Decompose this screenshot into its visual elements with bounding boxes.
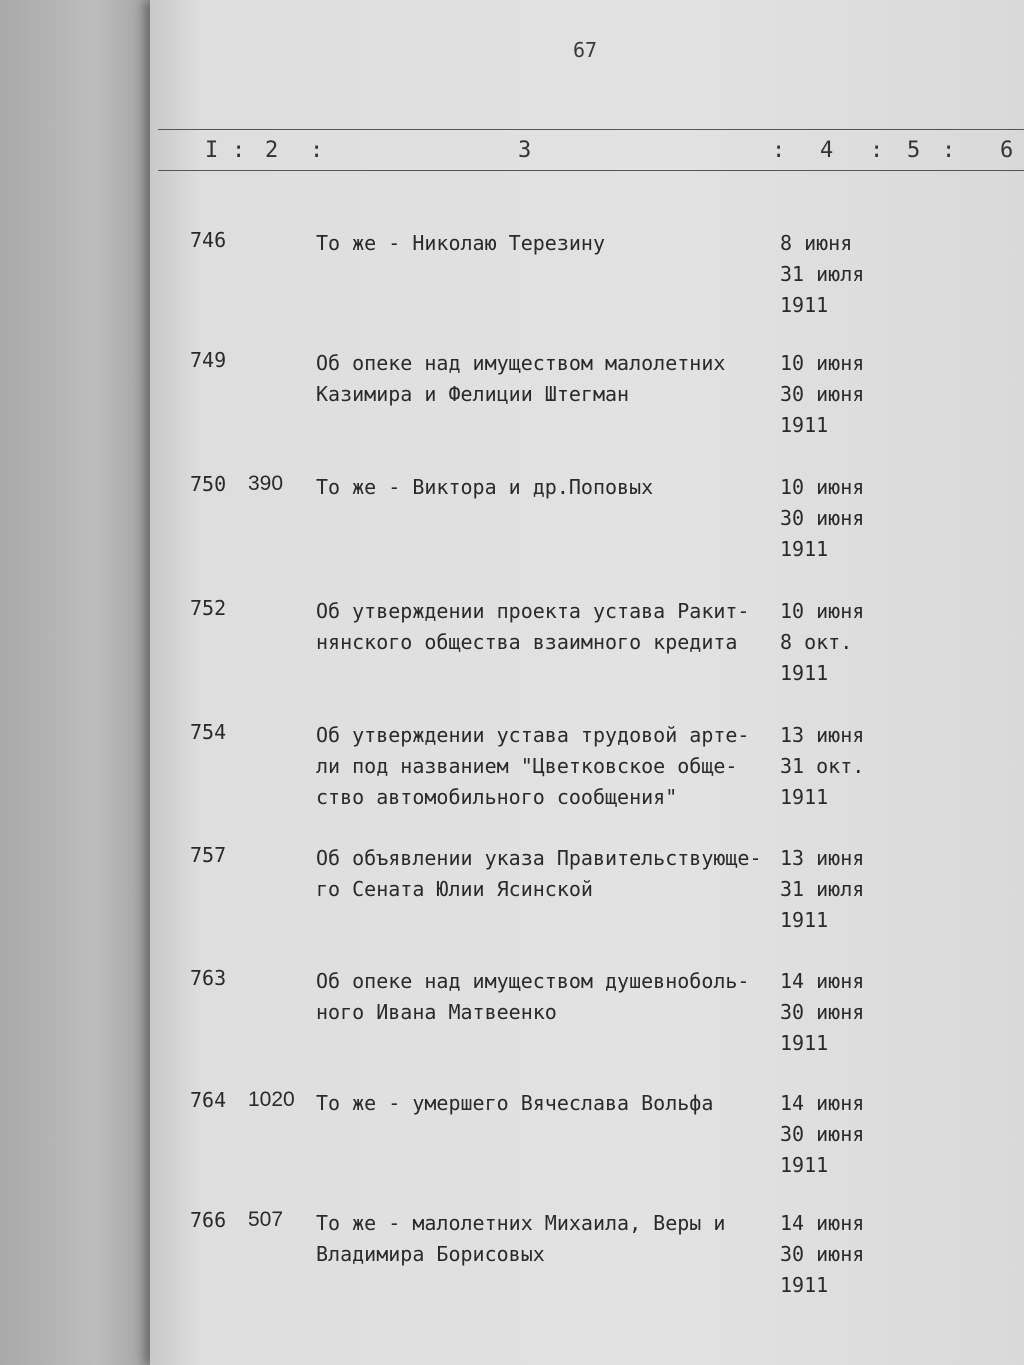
document-number: 752 <box>190 596 227 620</box>
document-description <box>316 843 786 905</box>
column-header-2: 2 <box>265 138 279 163</box>
document-number: 754 <box>190 720 227 744</box>
date-line: 30 июня <box>780 1000 865 1024</box>
date-line: 14 июня <box>780 969 865 993</box>
column-header-4: 4 <box>820 138 834 163</box>
document-description <box>316 966 786 1028</box>
document-number: 750 <box>190 472 227 496</box>
page-number: 67 <box>573 38 598 62</box>
column-separator: : <box>942 138 956 163</box>
sheet-number: 1020 <box>248 1088 295 1111</box>
date-line: 13 июня <box>780 846 865 870</box>
description-line: Об опеке над имуществом душевноболь- <box>316 969 750 993</box>
date-line: 31 июля <box>780 877 865 901</box>
document-description <box>316 228 786 259</box>
document-dates <box>780 596 864 689</box>
date-line: 1911 <box>780 293 829 317</box>
date-line: 1911 <box>780 413 829 437</box>
document-dates <box>780 966 864 1059</box>
document-dates <box>780 348 864 441</box>
sheet-number: 390 <box>248 472 284 495</box>
document-number: 766 <box>190 1208 227 1232</box>
document-dates <box>780 1208 864 1301</box>
date-line: 30 июня <box>780 1242 865 1266</box>
header-rule-bottom <box>158 170 1024 171</box>
document-dates <box>780 472 864 565</box>
date-line: 14 июня <box>780 1211 865 1235</box>
description-line: Казимира и Фелиции Штегман <box>316 382 630 406</box>
sheet-number: 507 <box>248 1208 284 1231</box>
column-separator: : <box>870 138 884 163</box>
document-number: 749 <box>190 348 227 372</box>
column-header-1: I <box>205 138 219 163</box>
description-line: Об утверждении устава трудовой арте- <box>316 723 750 747</box>
date-line: 31 июля <box>780 262 865 286</box>
document-dates <box>780 1088 864 1181</box>
document-dates <box>780 228 864 321</box>
date-line: 1911 <box>780 908 829 932</box>
column-separator: : <box>772 138 786 163</box>
date-line: 1911 <box>780 661 829 685</box>
date-line: 14 июня <box>780 1091 865 1115</box>
document-description <box>316 720 786 813</box>
date-line: 1911 <box>780 1031 829 1055</box>
date-line: 10 июня <box>780 475 865 499</box>
description-line: Об объявлении указа Правительствующе- <box>316 846 762 870</box>
description-line: То же - умершего Вячеслава Вольфа <box>316 1091 714 1115</box>
document-description <box>316 472 786 503</box>
document-dates <box>780 843 864 936</box>
document-number: 757 <box>190 843 227 867</box>
column-header-6: 6 <box>1000 138 1014 163</box>
document-page <box>150 0 1024 1365</box>
description-line: То же - Николаю Терезину <box>316 231 605 255</box>
document-number: 763 <box>190 966 227 990</box>
date-line: 13 июня <box>780 723 865 747</box>
document-number: 746 <box>190 228 227 252</box>
column-header-3: 3 <box>518 138 532 163</box>
description-line: Об опеке над имуществом малолетних <box>316 351 726 375</box>
date-line: 1911 <box>780 1153 829 1177</box>
date-line: 10 июня <box>780 599 865 623</box>
document-number: 764 <box>190 1088 227 1112</box>
description-line: ли под названием "Цветковское обще- <box>316 754 738 778</box>
description-line: Об утверждении проекта устава Ракит- <box>316 599 750 623</box>
column-header-5: 5 <box>907 138 921 163</box>
description-line: го Сената Юлии Ясинской <box>316 877 593 901</box>
description-line: ного Ивана Матвеенко <box>316 1000 557 1024</box>
description-line: нянского общества взаимного кредита <box>316 630 738 654</box>
date-line: 31 окт. <box>780 754 865 778</box>
date-line: 8 окт. <box>780 630 853 654</box>
date-line: 30 июня <box>780 506 865 530</box>
description-line: То же - Виктора и др.Поповых <box>316 475 654 499</box>
column-separator: : <box>232 138 246 163</box>
description-line: То же - малолетних Михаила, Веры и <box>316 1211 726 1235</box>
document-dates <box>780 720 864 813</box>
column-separator: : <box>310 138 324 163</box>
header-rule-top <box>158 129 1024 130</box>
facing-page-edge <box>0 0 160 1365</box>
document-description <box>316 1208 786 1270</box>
date-line: 30 июня <box>780 382 865 406</box>
date-line: 10 июня <box>780 351 865 375</box>
date-line: 1911 <box>780 537 829 561</box>
document-description <box>316 596 786 658</box>
date-line: 1911 <box>780 1273 829 1297</box>
description-line: Владимира Борисовых <box>316 1242 545 1266</box>
date-line: 1911 <box>780 785 829 809</box>
description-line: ство автомобильного сообщения" <box>316 785 678 809</box>
document-description <box>316 348 786 410</box>
date-line: 8 июня <box>780 231 853 255</box>
document-description <box>316 1088 786 1119</box>
date-line: 30 июня <box>780 1122 865 1146</box>
